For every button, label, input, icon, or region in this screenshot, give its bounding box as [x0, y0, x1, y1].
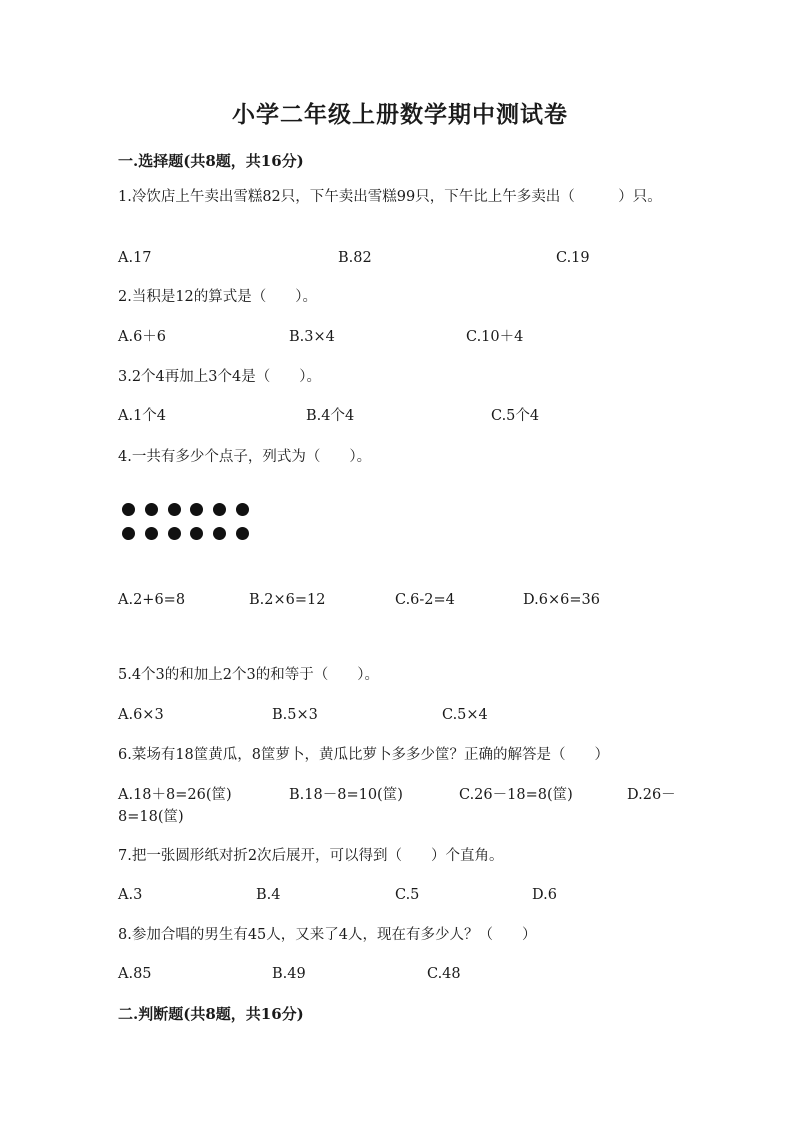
dot — [145, 503, 158, 516]
dot — [213, 527, 226, 540]
question-5-options — [118, 704, 698, 726]
dot — [168, 527, 181, 540]
dot — [122, 527, 135, 540]
option-b: B.5×3 — [272, 707, 318, 723]
option-c: C.5个4 — [491, 408, 540, 424]
dot — [236, 503, 249, 516]
option-b: B.3×4 — [289, 329, 335, 345]
option-d: D.6×6=36 — [523, 592, 600, 608]
question-3-options — [118, 405, 698, 427]
option-c: C.6-2=4 — [395, 592, 455, 608]
question-5-stem: 5.4个3的和加上2个3的和等于（ ）。 — [118, 667, 379, 683]
option-b: B.4个4 — [306, 408, 355, 424]
option-b: B.4 — [256, 887, 281, 903]
option-c: C.5 — [395, 887, 420, 903]
question-1-stem: 1.冷饮店上午卖出雪糕82只，下午卖出雪糕99只，下午比上午多卖出（ ）只。 — [118, 189, 662, 205]
question-8-options — [118, 963, 698, 985]
dot — [168, 503, 181, 516]
option-a: A.1个4 — [118, 408, 167, 424]
question-7-options — [118, 884, 698, 906]
option-a: A.85 — [118, 966, 152, 982]
option-b: B.18－8=10(筐) — [289, 787, 403, 803]
option-a: A.2+6=8 — [118, 592, 186, 608]
question-6-options — [118, 784, 698, 806]
option-c: C.26－18=8(筐) — [459, 787, 573, 803]
option-d: D.26－ — [627, 787, 676, 803]
option-a: A.3 — [118, 887, 143, 903]
dot — [236, 527, 249, 540]
question-8-stem: 8.参加合唱的男生有45人，又来了4人，现在有多少人？（ ） — [118, 927, 537, 943]
option-a: A.6＋6 — [118, 329, 167, 345]
question-6-stem: 6.菜场有18筐黄瓜，8筐萝卜，黄瓜比萝卜多多少筐？正确的解答是（ ） — [118, 747, 610, 763]
question-1-options — [118, 247, 698, 269]
section-heading-judgment: 二.判断题(共8题，共16分) — [118, 1005, 304, 1023]
question-2-stem: 2.当积是12的算式是（ ）。 — [118, 289, 318, 305]
option-a: A.18＋8=26(筐) — [118, 787, 232, 803]
option-c: C.10＋4 — [466, 329, 524, 345]
question-3-stem: 3.2个4再加上3个4是（ ）。 — [118, 369, 321, 385]
question-4-stem: 4.一共有多少个点子，列式为（ ）。 — [118, 449, 372, 465]
question-4-options — [118, 589, 698, 611]
question-2-options — [118, 326, 698, 348]
option-b: B.49 — [272, 966, 306, 982]
option-a: A.6×3 — [118, 707, 164, 723]
page-title: 小学二年级上册数学期中测试卷 — [232, 101, 568, 128]
dot — [190, 527, 203, 540]
dot — [145, 527, 158, 540]
dot-grid-figure — [122, 503, 252, 548]
dot — [190, 503, 203, 516]
dot — [122, 503, 135, 516]
option-a: A.17 — [118, 250, 152, 266]
option-c: C.48 — [427, 966, 461, 982]
option-d-continuation: 8=18(筐) — [118, 809, 184, 825]
dot — [213, 503, 226, 516]
section-heading-choice: 一.选择题(共8题，共16分) — [118, 152, 304, 170]
option-c: C.19 — [556, 250, 590, 266]
option-d: D.6 — [532, 887, 557, 903]
option-c: C.5×4 — [442, 707, 488, 723]
question-7-stem: 7.把一张圆形纸对折2次后展开，可以得到（ ）个直角。 — [118, 848, 504, 864]
option-b: B.2×6=12 — [249, 592, 326, 608]
option-b: B.82 — [338, 250, 372, 266]
